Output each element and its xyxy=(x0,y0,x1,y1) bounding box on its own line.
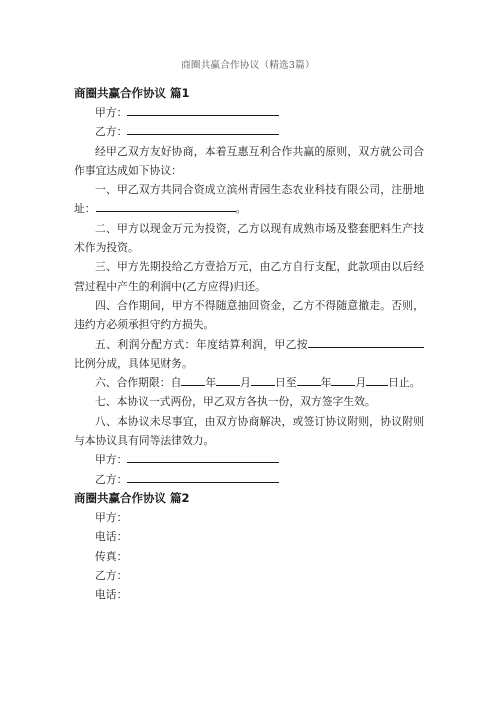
day-end-label: 日止。 xyxy=(388,376,421,390)
end-month-blank xyxy=(331,375,355,386)
party-b-blank xyxy=(127,124,279,135)
clause-4: 四、合作期间，甲方不得随意抽回资金，乙方不得随意撤走。否则，违约方必须承担守约方损失。 xyxy=(74,298,424,332)
clause-3: 三、甲方先期投给乙方壹拾万元，由乙方自行支配，此款项由以后经营过程中产生的利润中(乙方应得)归还。 xyxy=(74,260,424,293)
year-label-1: 年 xyxy=(205,376,217,390)
intro-paragraph: 经甲乙双方友好协商，本着互惠互利合作共赢的原则，双方就公司合作事宜达成如下协议： xyxy=(74,144,424,177)
clause-6-text: 六、合作期限：自 xyxy=(95,376,182,390)
clause-8: 八、本协议未尽事宜，由双方协商解决，或签订协议附则，协议附则与本协议具有同等法律效力。 xyxy=(74,414,424,448)
s2-field: 乙方： xyxy=(95,568,128,582)
document-body xyxy=(74,84,424,604)
sign-a-line xyxy=(74,450,424,469)
section-title-1: 商圈共赢合作协议 篇1 xyxy=(74,86,190,100)
clause-5 xyxy=(74,335,424,374)
sign-b-label: 乙方： xyxy=(95,472,128,486)
address-blank xyxy=(96,201,236,212)
party-a-blank xyxy=(127,105,279,116)
party-a-line xyxy=(74,103,424,122)
month-label-1: 月 xyxy=(240,376,251,390)
end-day-blank xyxy=(366,375,388,386)
clause-5-text-end: 比例分成，具体见财务。 xyxy=(74,356,193,370)
party-b-line xyxy=(74,122,424,141)
clause-6 xyxy=(74,373,424,392)
s2-field: 电话： xyxy=(95,530,128,544)
sign-b-line xyxy=(74,470,424,489)
ratio-blank xyxy=(308,337,424,348)
sign-b-blank xyxy=(127,472,279,483)
clause-1 xyxy=(74,180,424,219)
document-header: 商圈共赢合作协议（精选3篇） xyxy=(181,60,315,71)
party-b-label: 乙方： xyxy=(95,125,128,139)
party-a-label: 甲方： xyxy=(95,106,128,119)
start-day-blank xyxy=(251,375,275,386)
clause-1-end: 。 xyxy=(235,202,247,216)
clause-5-text: 五、利润分配方式：年度结算利润，甲乙按 xyxy=(95,337,308,351)
s2-field: 传真： xyxy=(95,549,128,563)
start-year-blank xyxy=(181,375,205,386)
sign-a-label: 甲方： xyxy=(95,453,128,467)
s2-field: 甲方： xyxy=(95,510,128,524)
month-label-2: 月 xyxy=(355,376,367,390)
s2-field: 电话： xyxy=(95,588,128,602)
clause-2: 二、甲方以现金万元为投资，乙方以现有成熟市场及整套肥料生产技术作为投资。 xyxy=(74,221,424,255)
clause-7: 七、本协议一式两份，甲乙双方各执一份，双方签字生效。 xyxy=(95,395,376,409)
year-label-2: 年 xyxy=(320,376,332,390)
clause-1-text: 一、甲乙双方共同合资成立滨州青园生态农业科技有限公司，注册地址： xyxy=(74,183,424,216)
day-to-label: 日至 xyxy=(274,376,297,390)
end-year-blank xyxy=(297,375,321,386)
section-title-2: 商圈共赢合作协议 篇2 xyxy=(74,490,190,505)
start-month-blank xyxy=(216,375,240,386)
sign-a-blank xyxy=(127,452,279,463)
